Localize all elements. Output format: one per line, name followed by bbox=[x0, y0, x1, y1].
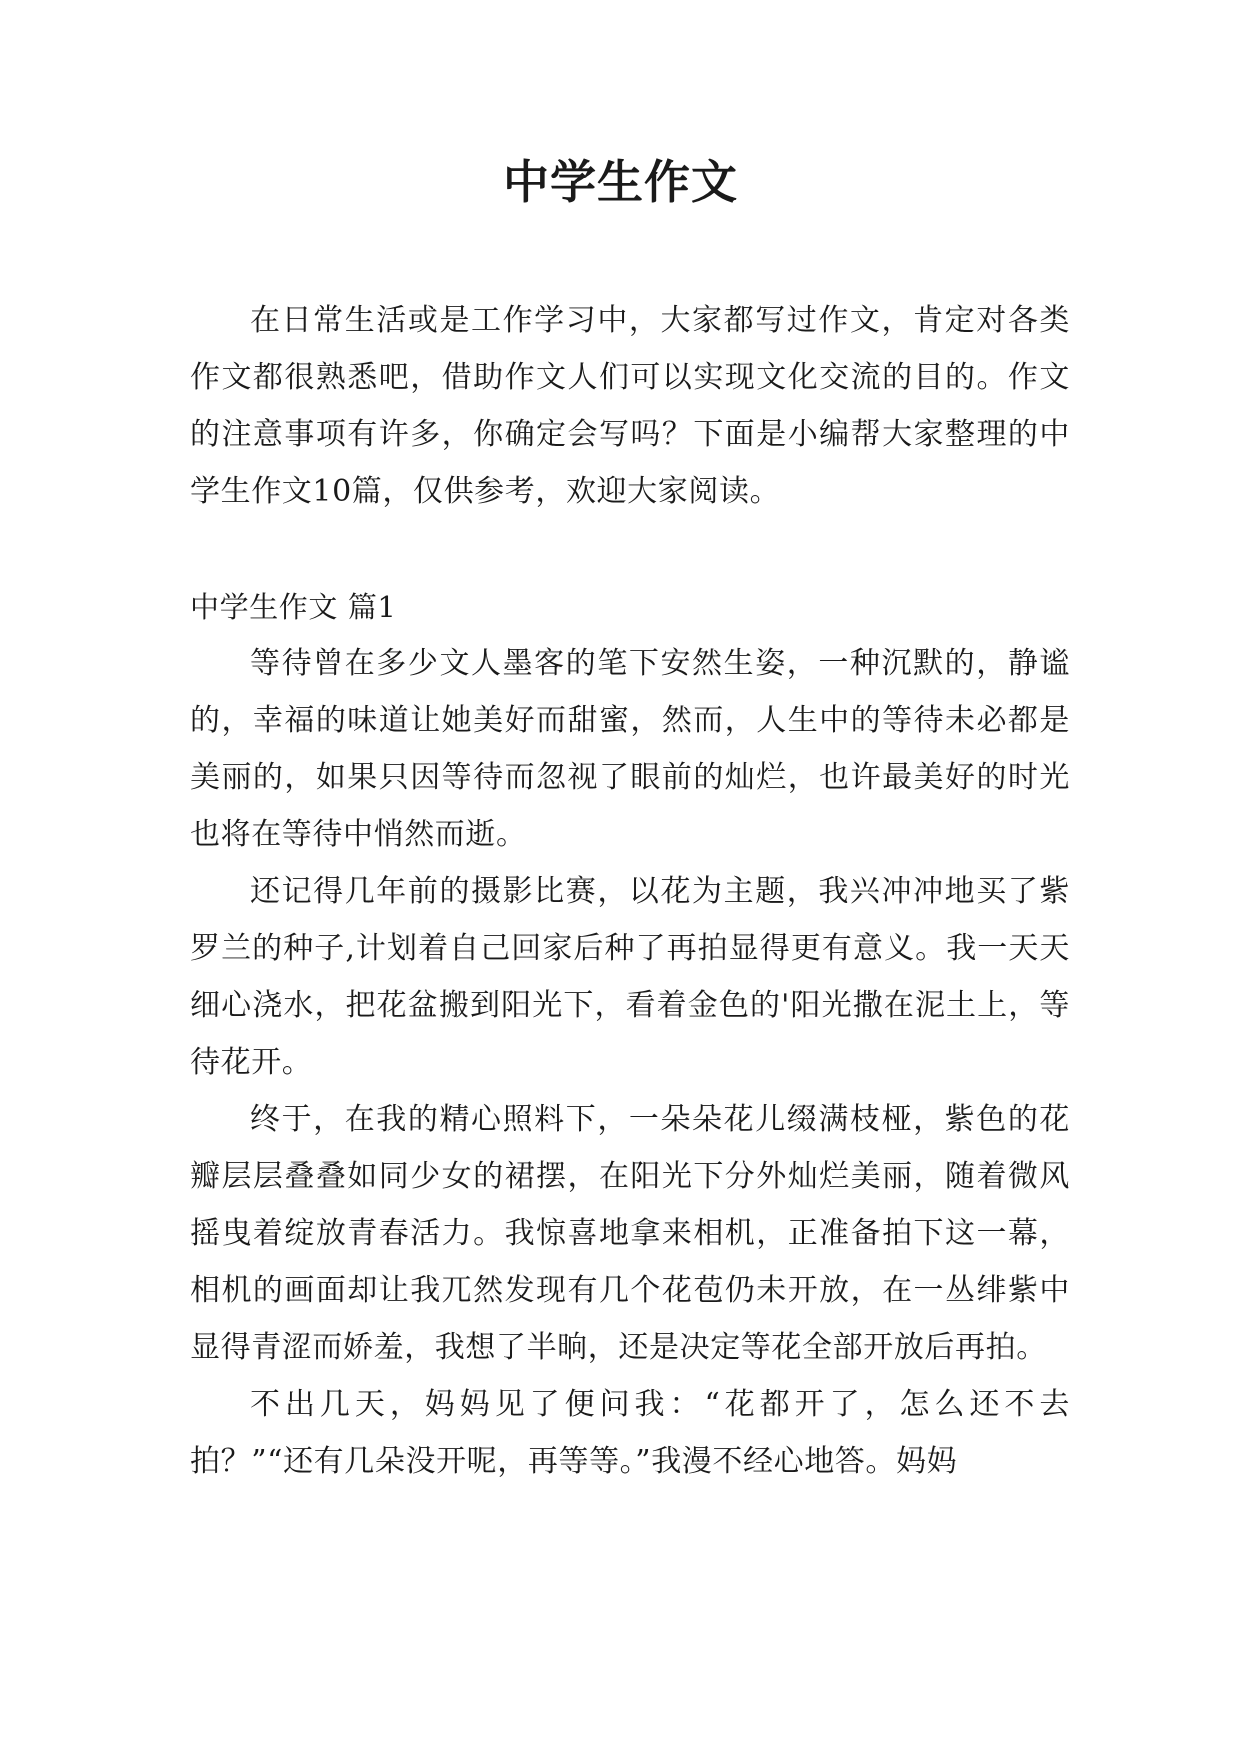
paragraph-4: 不出几天，妈妈见了便问我：“花都开了，怎么还不去拍？”“还有几朵没开呢，再等等。”我漫不经心地答。妈妈 bbox=[190, 1387, 1070, 1479]
paragraph-3: 终于，在我的精心照料下，一朵朵花儿缀满枝桠，紫色的花瓣层层叠叠如同少女的裙摆，在阳光下分外灿烂美丽，随着微风摇曳着绽放青春活力。我惊喜地拿来相机，正准备拍下这一幕，相机的画面却让我兀然发现有几个花苞仍未开放，在一丛绯紫中显得青涩而娇羞，我想了半晌，还是决定等花全部开放后再拍。 bbox=[190, 1102, 1070, 1365]
paragraph-2: 还记得几年前的摄影比赛，以花为主题，我兴冲冲地买了紫罗兰的种子,计划着自己回家后种了再拍显得更有意义。我一天天细心浇水，把花盆搬到阳光下，看着金色的'阳光撒在泥土上，等待花开。 bbox=[190, 874, 1070, 1080]
document-title: 中学生作文 bbox=[503, 155, 738, 209]
paragraph-1: 等待曾在多少文人墨客的笔下安然生姿，一种沉默的，静谧的，幸福的味道让她美好而甜蜜，然而，人生中的等待未必都是美丽的，如果只因等待而忽视了眼前的灿烂，也许最美好的时光也将在等待中悄然而逝。 bbox=[190, 646, 1070, 852]
document-body bbox=[190, 292, 1070, 1490]
essay-section-1 bbox=[190, 580, 1070, 1490]
section-heading: 中学生作文 篇1 bbox=[190, 590, 397, 624]
intro-paragraph: 在日常生活或是工作学习中，大家都写过作文，肯定对各类作文都很熟悉吧，借助作文人们可以实现文化交流的目的。作文的注意事项有许多，你确定会写吗？下面是小编帮大家整理的中学生作文10篇，仅供参考，欢迎大家阅读。 bbox=[190, 303, 1070, 509]
